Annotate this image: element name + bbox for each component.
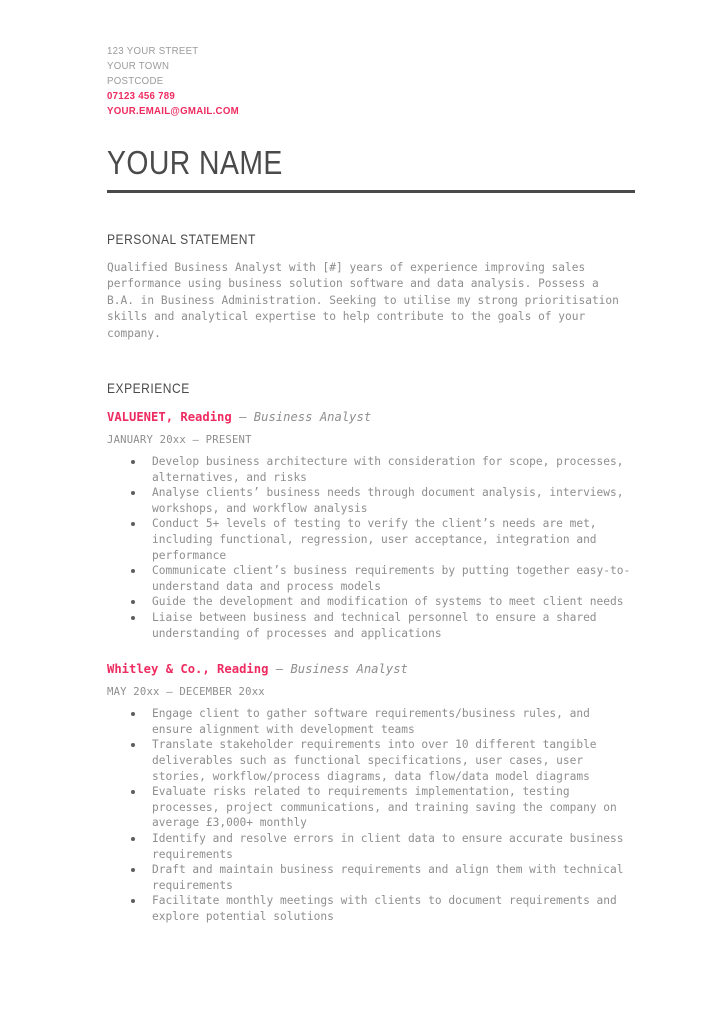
section-heading-experience: EXPERIENCE — [107, 380, 190, 397]
list-item-text: Communicate client’s business requirements by putting together easy-to-understand data and process models — [152, 564, 631, 593]
job-dates: JANUARY 20xx – PRESENT — [107, 434, 252, 447]
list-item-text: Liaise between business and technical personnel to ensure a shared understanding of processes and applications — [152, 610, 597, 640]
bullet-icon — [131, 868, 135, 872]
list-item — [107, 893, 635, 924]
list-item-text: Develop business architecture with consideration for scope, processes, alternatives, and risks — [152, 455, 624, 484]
list-item-text: Translate stakeholder requirements into over 10 different tangible deliverables such as functional specifications, user cases, user stories, workflow/process diagrams, data flow/data model diagrams — [152, 738, 597, 783]
personal-statement-body: Qualified Business Analyst with [#] years of experience improving sales performance using business solution software and data analysis. Possess a B.A. in Business Administration. Seeking to utilise my strong prioritisation skills and analytical expertise to help contribute to the goals of your company. — [107, 261, 619, 340]
list-item — [107, 862, 635, 893]
contact-phone[interactable]: 07123 456 789 — [107, 90, 176, 102]
section-personal-statement — [107, 231, 635, 342]
job-title: Business Analyst — [253, 410, 372, 425]
job-dates: MAY 20xx – DECEMBER 20xx — [107, 686, 265, 699]
job-header — [107, 409, 635, 426]
experience-entry — [107, 661, 635, 924]
list-item-text: Engage client to gather software requirements/business rules, and ensure alignment with development teams — [152, 707, 590, 736]
header-divider — [107, 190, 635, 193]
list-item-text: Facilitate monthly meetings with clients to document requirements and explore potential solutions — [152, 894, 617, 923]
bullet-icon — [131, 743, 135, 747]
contact-postcode: POSTCODE — [107, 75, 164, 87]
list-item — [107, 737, 635, 784]
contact-block — [107, 44, 635, 119]
page-title: YOUR NAME — [107, 144, 283, 181]
job-bullets — [107, 706, 635, 924]
list-item-text: Guide the development and modification of systems to meet client needs — [152, 595, 624, 609]
bullet-icon — [131, 899, 135, 903]
list-item — [107, 454, 635, 485]
list-item-text: Conduct 5+ levels of testing to verify the client’s needs are met, including functional, regression, user acceptance, integration and performance — [152, 517, 597, 562]
bullet-icon — [131, 616, 135, 620]
list-item — [107, 706, 635, 737]
list-item — [107, 485, 635, 516]
list-item — [107, 610, 635, 641]
list-item — [107, 563, 635, 594]
job-company: VALUENET, Reading — [107, 410, 232, 425]
list-item — [107, 784, 635, 831]
bullet-icon — [131, 790, 135, 794]
list-item — [107, 516, 635, 563]
bullet-icon — [131, 569, 135, 573]
job-bullets — [107, 454, 635, 641]
job-company: Whitley & Co., Reading — [107, 662, 269, 677]
bullet-icon — [131, 522, 135, 526]
bullet-icon — [131, 837, 135, 841]
job-separator: — — [239, 410, 247, 425]
bullet-icon — [131, 491, 135, 495]
contact-town: YOUR TOWN — [107, 60, 170, 72]
bullet-icon — [131, 600, 135, 604]
list-item — [107, 831, 635, 862]
job-separator: — — [275, 662, 284, 677]
contact-email[interactable]: YOUR.EMAIL@GMAIL.COM — [107, 105, 239, 117]
list-item-text: Identify and resolve errors in client data to ensure accurate business requirements — [152, 831, 624, 861]
list-item — [107, 594, 635, 610]
list-item-text: Draft and maintain business requirements and align them with technical requirements — [152, 863, 624, 892]
experience-entry — [107, 409, 635, 641]
section-experience — [107, 380, 635, 924]
job-title: Business Analyst — [290, 662, 408, 677]
bullet-icon — [131, 460, 135, 464]
list-item-text: Analyse clients’ business needs through document analysis, interviews, workshops, and workflow analysis — [152, 486, 624, 515]
bullet-icon — [131, 712, 135, 716]
job-header — [107, 661, 635, 678]
list-item-text: Evaluate risks related to requirements implementation, testing processes, project communications, and training saving the company on average £3,000+ monthly — [152, 785, 617, 830]
contact-street: 123 YOUR STREET — [107, 45, 199, 57]
section-heading-personal-statement: PERSONAL STATEMENT — [107, 231, 256, 247]
